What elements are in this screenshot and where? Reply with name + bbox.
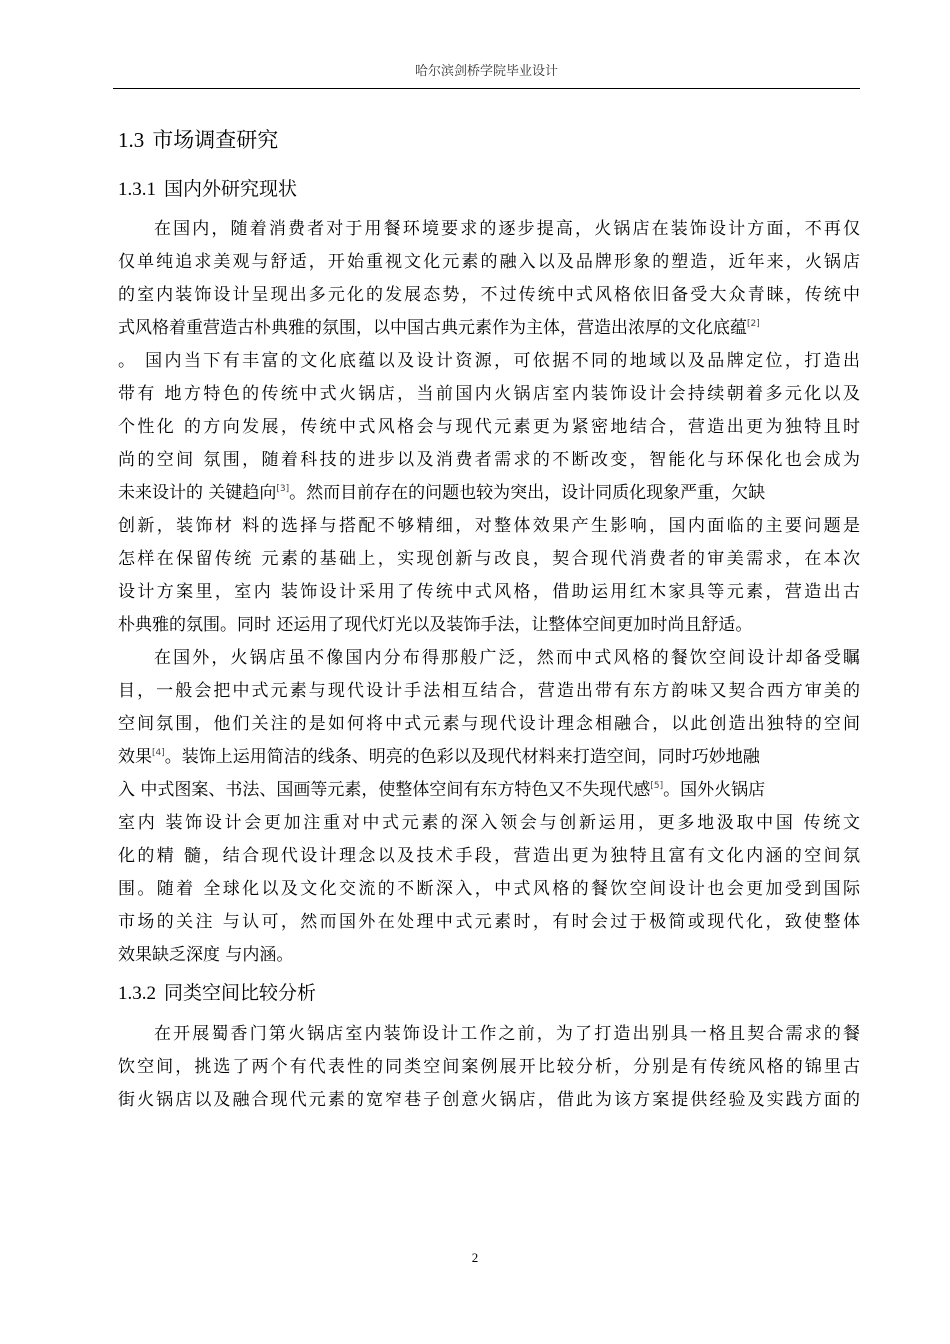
text-line: 尚的空间 氛围，随着科技的进步以及消费者需求的不断改变，智能化与环保化也会成为 [118,450,860,470]
paragraph-overseas [118,642,860,972]
text-line: 怎样在保留传统 元素的基础上，实现创新与改良，契合现代消费者的审美需求，在本次 [118,549,860,569]
text-line: 化的精 髓，结合现代设计理念以及技术手段，营造出更为独特且富有文化内涵的空间氛 [118,846,860,866]
text-line: 仅单纯追求美观与舒适，开始重视文化元素的融入以及品牌形象的塑造，近年来，火锅店 [118,252,860,272]
paragraph-comparison [118,1018,860,1117]
text-line [118,741,860,774]
text-run: 效果 [118,747,152,767]
paragraph-domestic [118,213,860,642]
citation-ref: [4] [152,748,165,758]
text-line: 围。随着 全球化以及文化交流的不断深入，中式风格的餐饮空间设计也会更加受到国际 [118,879,860,899]
text-line: 在开展蜀香门第火锅店室内装饰设计工作之前，为了打造出别具一格且契合需求的餐 [154,1024,860,1044]
text-run: 未来设计的 关键趋向 [118,483,277,503]
subsection-heading-1 [118,176,297,203]
section-heading [118,126,278,154]
text-line: 的室内装饰设计呈现出多元化的发展态势，不过传统中式风格依旧备受大众青睐，传统中 [118,285,860,305]
text-line: 在国外，火锅店虽不像国内分布得那般广泛，然而中式风格的餐饮空间设计却备受瞩 [154,648,860,668]
text-line: 创新，装饰材 料的选择与搭配不够精细，对整体效果产生影响，国内面临的主要问题是 [118,516,860,536]
text-line: 饮空间，挑选了两个有代表性的同类空间案例展开比较分析，分别是有传统风格的锦里古 [118,1057,860,1077]
text-line [118,477,860,510]
text-run: 。国外火锅店 [663,780,766,800]
citation-ref: [5] [650,781,664,791]
text-run: 。装饰上运用简洁的线条、明亮的色彩以及现代材料来打造空间，同时巧妙地融 [164,747,760,767]
text-line [118,774,860,807]
subsection-number: 1.3.1 [118,179,156,200]
text-line: 室内 装饰设计会更加注重对中式元素的深入领会与创新运用，更多地汲取中国 传统文 [118,813,860,833]
text-run: 入 中式图案、书法、国画等元素，使整体空间有东方特色又不失现代感 [118,780,651,800]
subsection-number: 1.3.2 [118,983,156,1004]
header-divider [113,88,860,89]
page-number: 2 [471,1250,479,1265]
text-line: 目，一般会把中式元素与现代设计手法相互结合，营造出带有东方韵味又契合西方审美的 [118,681,860,701]
text-line [118,312,860,345]
subsection-heading-2 [118,980,316,1007]
text-run: 式风格着重营造古朴典雅的氛围，以中国古典元素作为主体，营造出浓厚的文化底蕴 [118,318,747,338]
text-line: 个性化 的方向发展，传统中式风格会与现代元素更为紧密地结合，营造出更为独特且时 [118,417,860,437]
section-number: 1.3 [118,128,145,152]
text-line: 在国内，随着消费者对于用餐环境要求的逐步提高，火锅店在装饰设计方面，不再仅 [154,219,860,239]
text-line: 带有 地方特色的传统中式火锅店，当前国内火锅店室内装饰设计会持续朝着多元化以及 [118,384,860,404]
text-run: 。然而目前存在的问题也较为突出，设计同质化现象严重，欠缺 [289,483,766,503]
text-line: 市场的关注 与认可，然而国外在处理中式元素时，有时会过于极简或现代化，致使整体 [118,912,860,932]
page-header: 哈尔滨剑桥学院毕业设计 [414,64,558,79]
citation-ref: [3] [276,484,290,494]
subsection-title: 国内外研究现状 [164,178,298,200]
text-line: 空间氛围，他们关注的是如何将中式元素与现代设计理念相融合，以此创造出独特的空间 [118,714,860,734]
text-line: 。 国内当下有丰富的文化底蕴以及设计资源，可依据不同的地域以及品牌定位，打造出 [118,351,860,371]
section-title: 市场调查研究 [152,128,279,152]
text-line: 街火锅店以及融合现代元素的宽窄巷子创意火锅店，借此为该方案提供经验及实践方面的 [118,1090,860,1110]
subsection-title: 同类空间比较分析 [164,982,317,1004]
citation-ref: [2] [747,319,760,329]
text-line: 效果缺乏深度 与内涵。 [118,945,294,965]
text-line: 朴典雅的氛围。同时 还运用了现代灯光以及装饰手法，让整体空间更加时尚且舒适。 [118,615,753,635]
text-line: 设计方案里，室内 装饰设计采用了传统中式风格，借助运用红木家具等元素，营造出古 [118,582,860,602]
